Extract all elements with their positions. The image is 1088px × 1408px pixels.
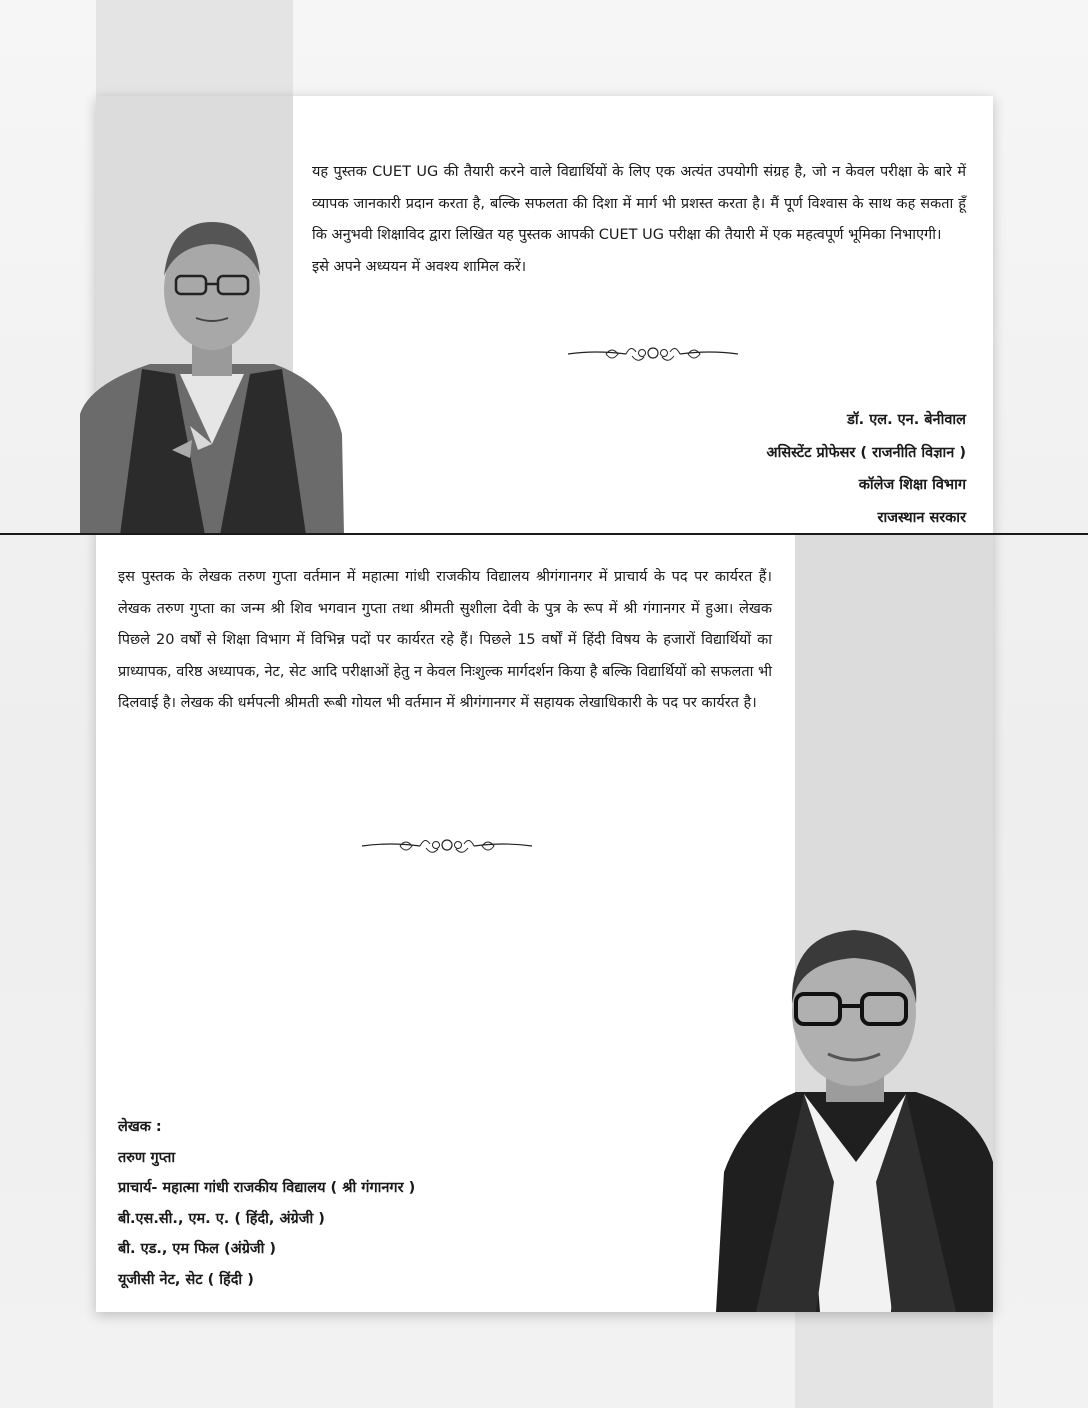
author-degree-2: बी. एड., एम फिल (अंग्रेजी ) — [118, 1241, 277, 1257]
author-position: प्राचार्य- महात्मा गांधी राजकीय विद्यालय ( श्री गंगानगर ) — [118, 1180, 416, 1196]
signatory-block — [767, 404, 967, 534]
signatory-designation: असिस्टेंट प्रोफेसर ( राजनीति विज्ञान ) — [766, 444, 966, 461]
about-author-paragraph: इस पुस्तक के लेखक तरुण गुप्ता वर्तमान में महात्मा गांधी राजकीय विद्यालय श्रीगंगानगर में प्राचार्य के पद पर कार्यरत हैं। लेखक तरुण गुप्ता का जन्म श्री शिव भगवान गुप्ता तथा श्रीमती सुशीला देवी के पुत्र के रूप में श्री गंगानगर में हुआ। लेखक पिछले 20 वर्षों से शिक्षा विभाग में विभिन्न पदों पर कार्यरत रहे हैं। पिछले 15 वर्षों में हिंदी विषय के हजारों विद्यार्थियों का प्राध्यापक, वरिष्ठ अध्यापक, नेट, सेट आदि परीक्षाओं हेतु न केवल निःशुल्क मार्गदर्शन किया है बल्कि विद्यार्थियों को सफलता भी दिलवाई है। लेखक की धर्मपत्नी श्रीमती रूबी गोयल भी वर्तमान में श्रीगंगानगर में सहायक लेखाधिकारी के पद पर कार्यरत है। — [118, 569, 772, 711]
ornamental-divider-top — [566, 340, 740, 366]
author-label: लेखक : — [118, 1119, 162, 1135]
ornamental-divider-middle — [360, 832, 534, 858]
author-name: तरुण गुप्ता — [118, 1149, 176, 1166]
section-divider-line — [0, 533, 1088, 535]
signatory-name: डॉ. एल. एन. बेनीवाल — [847, 412, 966, 428]
author-portrait — [716, 912, 993, 1312]
foreword-text: यह पुस्तक CUET UG की तैयारी करने वाले विद्यार्थियों के लिए एक अत्यंत उपयोगी संग्रह है, जो न केवल परीक्षा के बारे में व्यापक जानकारी प्रदान करता है, बल्कि सफलता की दिशा में मार्ग भी प्रशस्त करता है। मैं पूर्ण विश्वास के साथ कह सकता हूँ कि अनुभवी शिक्षाविद द्वारा लिखित यह पुस्तक आपकी CUET UG परीक्षा की तैयारी में एक महत्वपूर्ण भूमिका निभाएगी। — [312, 164, 966, 243]
foreword-closing: इसे अपने अध्ययन में अवश्य शामिल करें। — [312, 258, 527, 275]
author-degree-3: यूजीसी नेट, सेट ( हिंदी ) — [118, 1271, 254, 1288]
author-degree-1: बी.एस.सी., एम. ए. ( हिंदी, अंग्रेजी ) — [118, 1210, 325, 1227]
signatory-portrait — [80, 214, 344, 535]
signatory-department: कॉलेज शिक्षा विभाग — [858, 477, 966, 493]
author-details — [118, 1112, 415, 1295]
signatory-government: राजस्थान सरकार — [877, 509, 966, 526]
foreword-paragraph — [312, 157, 966, 283]
